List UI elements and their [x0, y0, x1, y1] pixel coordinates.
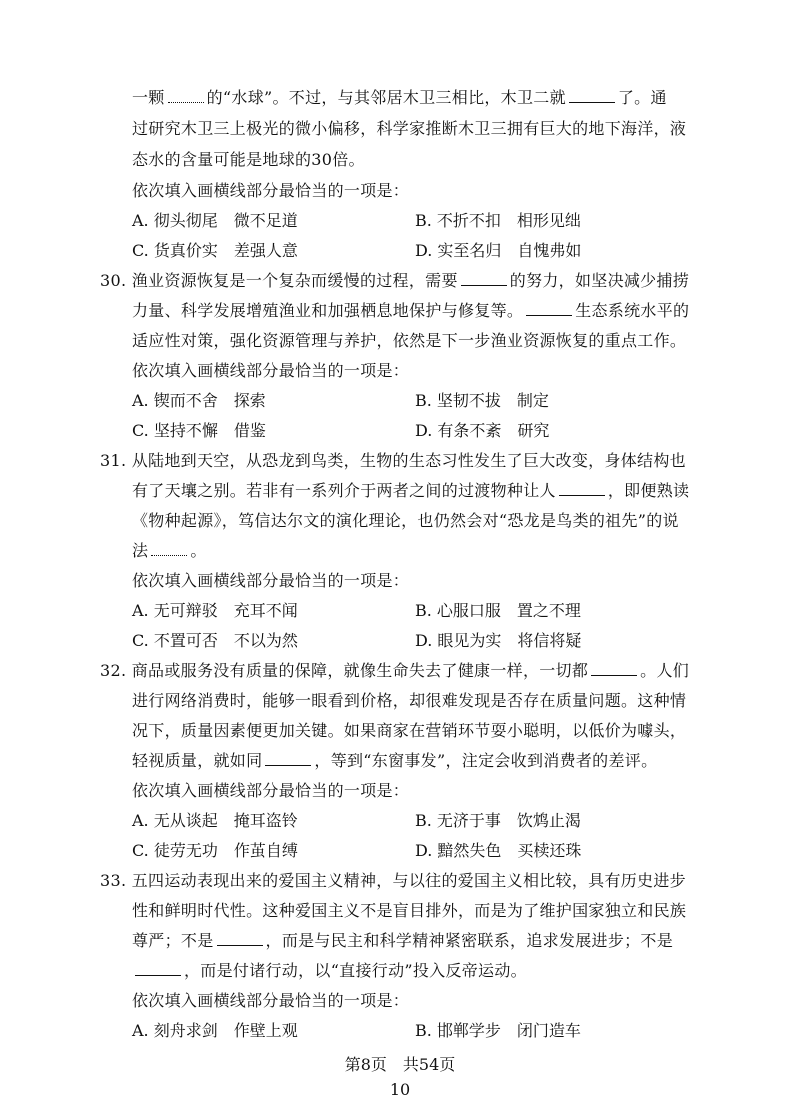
page-number: 10 — [389, 1080, 411, 1099]
q31-line-3: 《物种起源》，笃信达尔文的演化理论，也仍然会对“恐龙是鸟类的祖先”的说 — [132, 511, 679, 530]
q33-line-3: 尊严；不是 ，而是与民主和科学精神紧密联系，追求发展进步；不是 — [132, 931, 674, 950]
q30-option-a: A. 锲而不舍 探索 — [132, 391, 266, 410]
q31-option-b: B. 心服口服 置之不理 — [415, 601, 581, 620]
q30-prompt: 依次填入画横线部分最恰当的一项是： — [132, 361, 410, 380]
q33-option-a: A. 刻舟求剑 作壁上观 — [132, 1021, 298, 1040]
q32-option-a: A. 无从谈起 掩耳盗铃 — [132, 811, 298, 830]
q29-option-d: D. 实至名归 自愧弗如 — [415, 241, 582, 260]
question-number: 33. — [100, 871, 127, 890]
q32-prompt: 依次填入画横线部分最恰当的一项是： — [132, 781, 410, 800]
q29-option-b: B. 不折不扣 相形见绌 — [415, 211, 581, 230]
answer-blank — [591, 661, 637, 676]
answer-blank — [135, 961, 181, 976]
q32-line-2: 进行网络消费时，能够一眼看到价格，却很难发现是否存在质量问题。这种情 — [132, 691, 687, 710]
q29-prompt: 依次填入画横线部分最恰当的一项是： — [132, 181, 410, 200]
question-number: 30. — [100, 271, 127, 290]
question-number: 32. — [100, 661, 127, 680]
q32-option-d: D. 黯然失色 买椟还珠 — [415, 841, 582, 860]
q32-line-4: 轻视质量，就如同 ，等到“东窗事发”，注定会收到消费者的差评。 — [132, 751, 658, 770]
question-number: 31. — [100, 451, 127, 470]
q30-line-2: 力量、科学发展增殖渔业和加强栖息地保护与修复等。 生态系统水平的 — [132, 301, 690, 320]
q33-option-b: B. 邯郸学步 闭门造车 — [415, 1021, 581, 1040]
answer-blank — [217, 931, 263, 946]
q30-line-1: 30. 渔业资源恢复是一个复杂而缓慢的过程，需要 的努力，如坚决减少捕捞 — [100, 271, 690, 290]
q30-line-3: 适应性对策，强化资源管理与养护，依然是下一步渔业资源恢复的重点工作。 — [132, 331, 687, 350]
q31-option-d: D. 眼见为实 将信将疑 — [415, 631, 582, 650]
q29-line-1: 一颗 的“水球”。不过，与其邻居木卫三相比，木卫二就 了。通 — [132, 88, 667, 107]
q32-line-3: 况下，质量因素便更加关键。如果商家在营销环节耍小聪明，以低价为噱头， — [132, 721, 687, 740]
q31-option-c: C. 不置可否 不以为然 — [132, 631, 298, 650]
q29-line-2: 过研究木卫三上极光的微小偏移，科学家推断木卫三拥有巨大的地下海洋，液 — [132, 119, 687, 138]
q31-prompt: 依次填入画横线部分最恰当的一项是： — [132, 571, 410, 590]
q33-line-1: 33. 五四运动表现出来的爱国主义精神，与以往的爱国主义相比较，具有历史进步 — [100, 871, 686, 890]
q32-line-1: 32. 商品或服务没有质量的保障，就像生命失去了健康一样，一切都 。人们 — [100, 661, 690, 680]
answer-blank — [569, 88, 615, 103]
q30-option-b: B. 坚韧不拔 制定 — [415, 391, 549, 410]
q32-option-b: B. 无济于事 饮鸩止渴 — [415, 811, 581, 830]
q33-line-2: 性和鲜明时代性。这种爱国主义不是盲目排外，而是为了维护国家独立和民族 — [132, 901, 687, 920]
q31-option-a: A. 无可辩驳 充耳不闻 — [132, 601, 298, 620]
q30-option-d: D. 有条不紊 研究 — [415, 421, 550, 440]
q31-line-2: 有了天壤之别。若非有一系列介于两者之间的过渡物种让人 ，即便熟读 — [132, 481, 690, 500]
answer-blank — [559, 481, 605, 496]
q31-line-4: 法 。 — [132, 541, 207, 560]
answer-blank — [168, 88, 204, 103]
q31-line-1: 31. 从陆地到天空，从恐龙到鸟类，生物的生态习性发生了巨大改变，身体结构也 — [100, 451, 686, 470]
answer-blank — [151, 541, 187, 556]
page-indicator: 第8页 共54页 — [344, 1055, 456, 1074]
q29-line-3: 态水的含量可能是地球的30倍。 — [132, 150, 365, 169]
answer-blank — [461, 271, 507, 286]
q33-line-4: ，而是付诸行动，以“直接行动”投入反帝运动。 — [132, 956, 527, 986]
answer-blank — [265, 751, 311, 766]
q33-prompt: 依次填入画横线部分最恰当的一项是： — [132, 991, 410, 1010]
answer-blank — [526, 301, 572, 316]
q32-option-c: C. 徒劳无功 作茧自缚 — [132, 841, 298, 860]
q29-option-a: A. 彻头彻尾 微不足道 — [132, 211, 298, 230]
q29-option-c: C. 货真价实 差强人意 — [132, 241, 298, 260]
q30-option-c: C. 坚持不懈 借鉴 — [132, 421, 266, 440]
